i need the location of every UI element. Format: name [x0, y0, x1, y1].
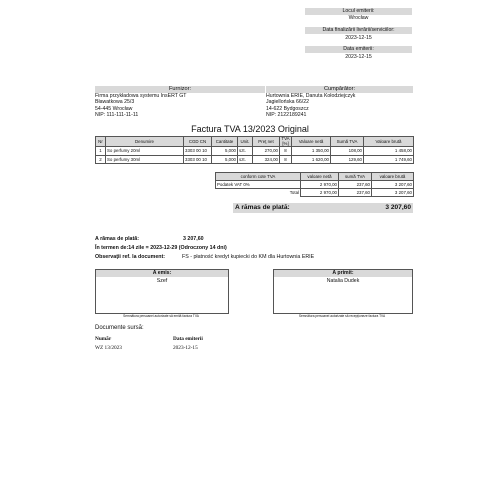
cell: So perfumy 30ml	[106, 155, 184, 164]
col-header: Valoare netă	[292, 137, 331, 147]
seller-name: Firma przykładowa systemu InsERT GT	[95, 93, 187, 99]
seller-nip: NIP: 111-111-11-11	[95, 111, 139, 118]
cell: 237,60	[339, 181, 372, 189]
items-table	[95, 136, 414, 164]
col-header: CGD CN	[184, 137, 212, 147]
buyer-street: Jagiellońska 66/22	[266, 99, 309, 106]
seller-label: Furnizor:	[95, 86, 265, 93]
seller-city: 54-445 Wrocław	[95, 105, 133, 112]
cell: 237,60	[339, 189, 372, 197]
col-header: Nr	[96, 137, 106, 147]
source-doc-date: 2023-12-15	[173, 345, 198, 351]
cell: 324,00	[253, 155, 280, 164]
completion-date: 2023-12-15	[345, 35, 372, 41]
received-by-box	[273, 269, 413, 314]
cell: 1 749,60	[364, 155, 414, 164]
cell: 1	[96, 147, 106, 156]
col-header: Valoare brută	[364, 137, 414, 147]
cell: szt.	[238, 155, 253, 164]
buyer-city: 14-622 Bydgoszcz	[266, 105, 309, 112]
cell: 3 207,60	[372, 189, 414, 197]
col-header: Preţ net	[253, 137, 280, 147]
payment-deadline: În termen de:14 zile = 2023-12-29 (Odroczony 14 dni)	[95, 245, 227, 251]
cell: 5,000	[212, 155, 238, 164]
cell: So perfumy 20ml	[106, 147, 184, 156]
completion-date-label: Data finalizării livrării/serviciilor:	[305, 27, 412, 34]
buyer-block	[266, 93, 413, 118]
table-row	[96, 147, 414, 156]
cell: 3303 00 10	[184, 155, 212, 164]
vat-header-row	[216, 173, 414, 181]
col-header: Sumă TVA	[331, 137, 364, 147]
balance-label: A rămas de plată:	[235, 204, 290, 211]
issued-by-caption: Semnătura persoanei autorizate să emită factura TVA	[123, 314, 199, 318]
remaining-label: A rămas de plată:	[95, 236, 139, 242]
cell: 8	[280, 155, 292, 164]
cell: 2 970,00	[301, 189, 339, 197]
remarks-block	[95, 253, 315, 261]
source-col-number: Numār	[95, 336, 112, 342]
balance-bar	[233, 203, 413, 213]
cell: 3303 00 10	[184, 147, 212, 156]
issued-by-name: Szef	[156, 278, 168, 284]
cell: szt.	[238, 147, 253, 156]
remaining-block	[95, 235, 204, 243]
issue-place: Wrocław	[348, 15, 369, 21]
cell: 108,00	[331, 147, 364, 156]
col-header: Denumire	[106, 137, 184, 147]
issued-by-box	[95, 269, 229, 314]
cell: Podatek VAT 0%	[216, 181, 301, 189]
cell: 2 970,00	[301, 181, 339, 189]
cell: 5,000	[212, 147, 238, 156]
buyer-nip: NIP: 2122189241	[266, 111, 307, 118]
vat-total-row	[216, 189, 414, 197]
table-row	[216, 181, 414, 189]
cell: 1 458,00	[364, 147, 414, 156]
issue-place-label: Locul emiterii:	[305, 8, 412, 15]
col-header: sumă TVA	[339, 173, 372, 181]
cell: 1 620,00	[292, 155, 331, 164]
cell: 8	[280, 147, 292, 156]
issue-date-label: Data emiterii:	[305, 46, 412, 53]
buyer-label: Cumpărător:	[266, 86, 413, 93]
vat-table	[215, 172, 414, 197]
total-label: Total	[216, 189, 301, 197]
col-header: conform cote TVA	[216, 173, 301, 181]
issued-by-label: A emis:	[96, 270, 228, 277]
seller-block	[95, 93, 265, 118]
remarks-label: Observaţii ref. la document:	[95, 254, 166, 260]
items-header-row	[96, 137, 414, 147]
buyer-name: Hurtownia ERIE, Danuta Kołodziejczyk	[266, 93, 356, 99]
remarks-value: FS - płatność kredyt kupiecki do KM dla Hurtownia ERIE	[182, 254, 315, 260]
source-docs-label: Documente sursă:	[95, 325, 144, 331]
table-row	[96, 155, 414, 164]
col-header: valoare netă	[301, 173, 339, 181]
issue-date: 2023-12-15	[345, 54, 372, 60]
balance-value: 3 207,60	[385, 204, 411, 211]
col-header: TVA [%]	[281, 136, 290, 146]
cell: 1 350,00	[292, 147, 331, 156]
document-title: Factura TVA 13/2023 Original	[191, 124, 309, 134]
received-by-caption: Semnătura persoanei autorizate să recepţioneze factura TVA	[298, 314, 386, 318]
received-by-name: Natalia Dudek	[326, 278, 360, 284]
cell: 129,60	[331, 155, 364, 164]
cell: 270,00	[253, 147, 280, 156]
source-col-date: Data emiterii	[173, 336, 203, 342]
col-header: Cantitate	[212, 137, 238, 147]
remaining-value: 3 207,60	[183, 236, 204, 242]
col-header: valoare brută	[372, 173, 414, 181]
cell: 3 207,60	[372, 181, 414, 189]
col-header: Unit.	[238, 137, 253, 147]
seller-street: Bławatkowa 25/3	[95, 99, 135, 106]
source-doc-number: WZ 13/2023	[95, 345, 122, 351]
cell: 2	[96, 155, 106, 164]
received-by-label: A primit:	[274, 270, 412, 277]
